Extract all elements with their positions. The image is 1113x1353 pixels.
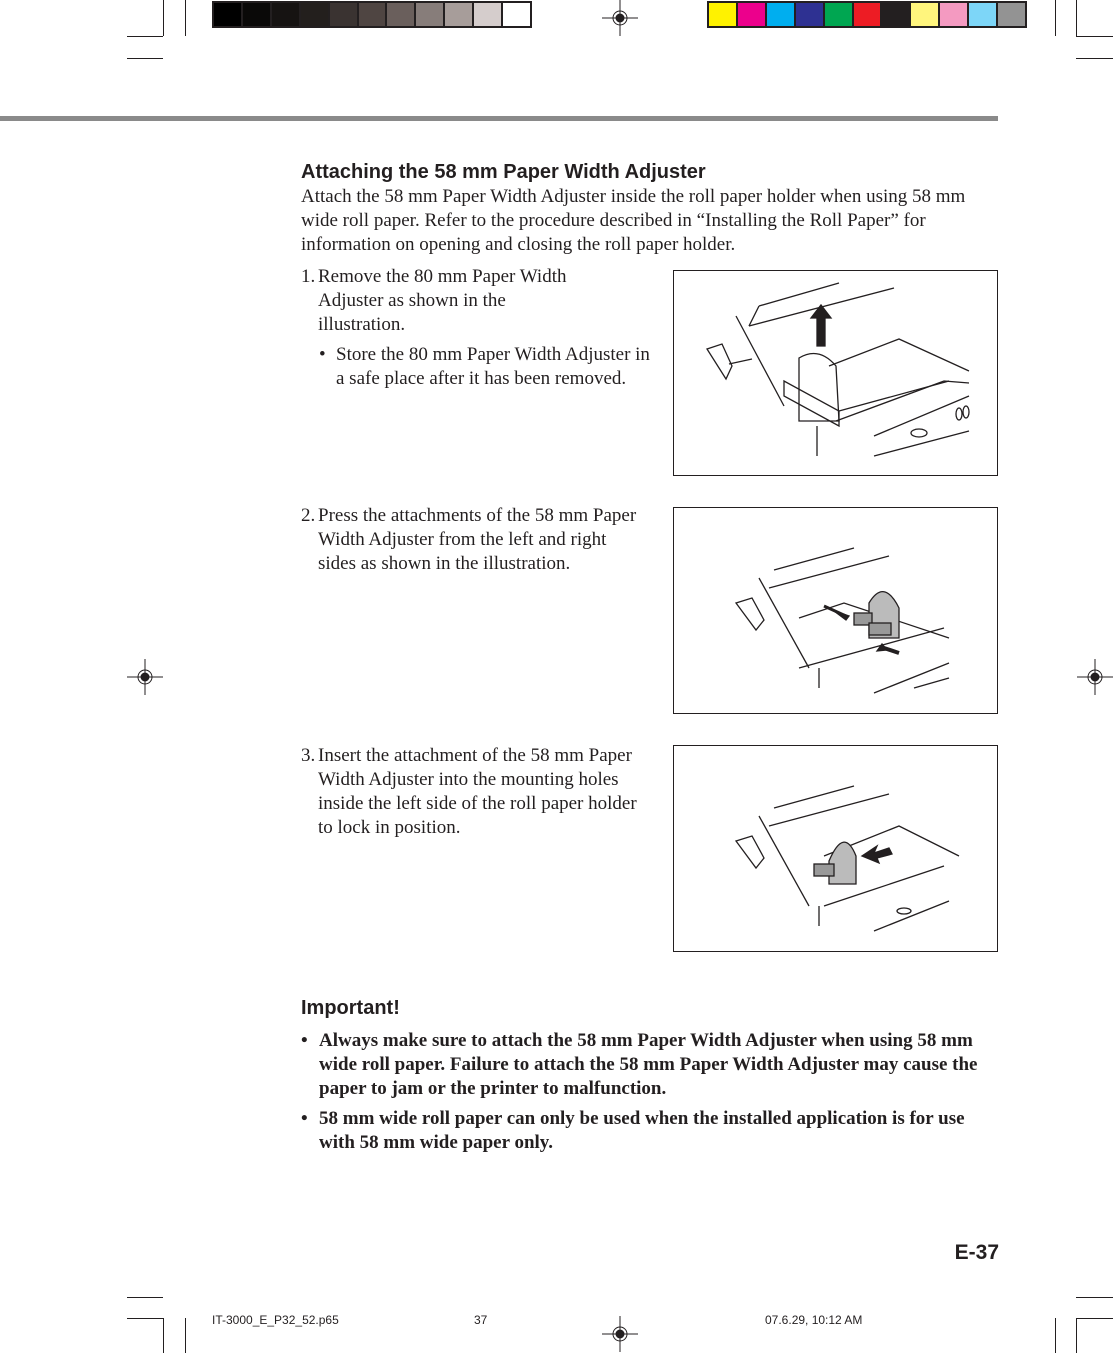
step-2 — [301, 504, 651, 576]
step-1 — [301, 265, 651, 391]
important-bullet-text: 58 mm wide roll paper can only be used when the installed application is for use with 58 mm wide paper only. — [319, 1108, 965, 1153]
step-text: Remove the 80 mm Paper Width Adjuster as shown in the illustration. — [318, 266, 567, 335]
step-3 — [301, 744, 651, 840]
step-note-text: Store the 80 mm Paper Width Adjuster in a safe place after it has been removed. — [336, 344, 650, 389]
bullet: • — [301, 1030, 308, 1051]
step-number: 1. — [301, 266, 316, 287]
section-title: Attaching the 58 mm Paper Width Adjuster — [301, 161, 706, 183]
important-bullet — [301, 1107, 1001, 1155]
section-intro: Attach the 58 mm Paper Width Adjuster inside the roll paper holder when using 58 mm wide roll paper. Refer to the procedure described in “Installing the Roll Paper” for information on opening and closing the roll paper holder. — [301, 186, 966, 255]
illustration-remove-adjuster — [673, 270, 998, 476]
step-note — [301, 343, 651, 391]
footer-date: 07.6.29, 10:12 AM — [765, 1313, 863, 1327]
important-bullet-text: Always make sure to attach the 58 mm Paper Width Adjuster when using 58 mm wide roll paper. Failure to attach the 58 mm Paper Width Adjuster may cause the paper to jam or the printer to malfunction. — [319, 1030, 978, 1099]
bullet: • — [301, 1108, 308, 1129]
important-bullet — [301, 1029, 1001, 1101]
page-number: E-37 — [954, 1241, 999, 1264]
step-number: 2. — [301, 505, 316, 526]
bullet: • — [319, 344, 326, 365]
illustration-press-attachments — [673, 507, 998, 714]
step-number: 3. — [301, 745, 316, 766]
step-text: Press the attachments of the 58 mm Paper Width Adjuster from the left and right sides as shown in the illustration. — [318, 505, 637, 574]
header-rule — [0, 116, 998, 121]
important-title: Important! — [301, 997, 400, 1019]
step-text: Insert the attachment of the 58 mm Paper Width Adjuster into the mounting holes inside the left side of the roll paper holder to lock in position. — [318, 745, 637, 838]
important-notice — [301, 996, 1001, 1161]
footer-page: 37 — [474, 1313, 488, 1327]
illustration-insert-attachment — [673, 745, 998, 952]
footer-file: IT-3000_E_P32_52.p65 — [212, 1313, 339, 1327]
